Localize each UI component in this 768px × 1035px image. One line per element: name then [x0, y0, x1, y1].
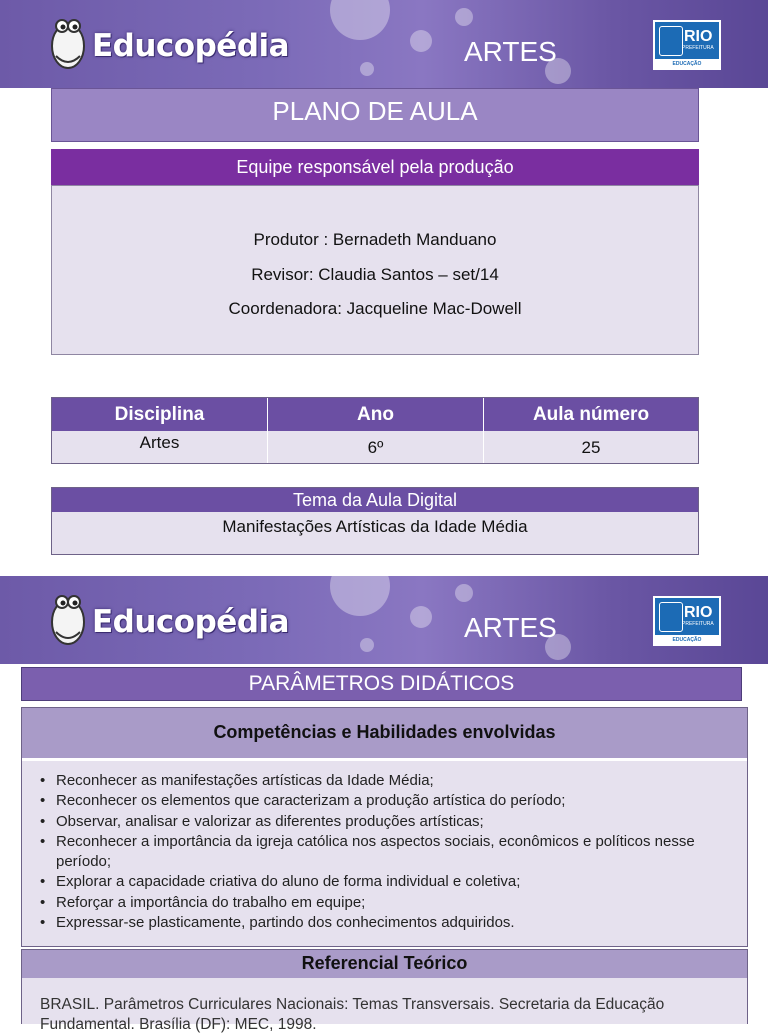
- list-item: • Explorar a capacidade criativa do aluno de forma individual e coletiva;: [36, 872, 716, 892]
- rio-logo: [653, 596, 721, 646]
- list-item: • Expressar-se plasticamente, partindo dos conhecimentos adquiridos.: [36, 913, 716, 933]
- mascot-icon: [46, 8, 90, 72]
- coordinator-line: Coordenadora: Jacqueline Mac-Dowell: [228, 299, 522, 318]
- subject-label: ARTES: [464, 36, 557, 67]
- decor-glow: [360, 638, 374, 652]
- rio-logo-sub: PREFEITURA: [682, 621, 714, 627]
- header-aula-numero: Aula número: [532, 404, 650, 425]
- header-ano: Ano: [357, 404, 394, 425]
- subject-label: ARTES: [464, 612, 557, 643]
- competencias-panel: [21, 707, 748, 947]
- banner-header: [0, 0, 768, 88]
- section-title-bar: [21, 667, 742, 701]
- rio-logo-dept: EDUCAÇÃO: [655, 635, 719, 646]
- rio-logo: [653, 20, 721, 70]
- rio-seal-icon: [659, 26, 683, 56]
- producer-line: Produtor : Bernadeth Manduano: [253, 230, 497, 249]
- header-disciplina: Disciplina: [114, 404, 205, 425]
- decor-glow: [410, 30, 432, 52]
- rio-logo-name: RIO: [684, 604, 713, 621]
- table-header-cell: [484, 398, 698, 431]
- page-title: PLANO DE AULA: [272, 96, 478, 126]
- table-cell: [484, 431, 698, 463]
- team-heading-bar: [51, 149, 699, 185]
- value-disciplina: Artes: [139, 433, 180, 452]
- decor-glow: [455, 584, 473, 602]
- section-title: PARÂMETROS DIDÁTICOS: [248, 672, 515, 695]
- divider: [22, 758, 747, 761]
- team-panel: [51, 185, 699, 355]
- team-heading: Equipe responsável pela produção: [236, 157, 514, 177]
- table-cell: [52, 431, 268, 463]
- rio-logo-sub: PREFEITURA: [682, 45, 714, 51]
- list-item: • Reforçar a importância do trabalho em equipe;: [36, 893, 716, 913]
- rio-logo-dept: EDUCAÇÃO: [655, 59, 719, 70]
- table-cell: [268, 431, 484, 463]
- reviewer-line: Revisor: Claudia Santos – set/14: [251, 265, 499, 284]
- tema-panel: [51, 487, 699, 555]
- rio-logo-name: RIO: [684, 28, 713, 45]
- mascot-icon: [46, 584, 90, 648]
- page-title-bar: [51, 88, 699, 142]
- list-item: • Reconhecer as manifestações artísticas da Idade Média;: [36, 771, 716, 791]
- value-aula-numero: 25: [581, 438, 601, 457]
- table-header-cell: [268, 398, 484, 431]
- value-ano: 6º: [367, 438, 384, 457]
- rio-seal-icon: [659, 602, 683, 632]
- info-table: [51, 397, 699, 464]
- decor-glow: [360, 62, 374, 76]
- competencias-list: [36, 771, 716, 933]
- tema-heading: Tema da Aula Digital: [52, 488, 698, 512]
- decor-glow: [330, 0, 390, 40]
- list-item: • Observar, analisar e valorizar as diferentes produções artísticas;: [36, 812, 716, 832]
- decor-glow: [455, 8, 473, 26]
- referencial-panel: [21, 949, 748, 1033]
- table-header-cell: [52, 398, 268, 431]
- referencial-heading: Referencial Teórico: [22, 950, 747, 978]
- decor-glow: [330, 556, 390, 616]
- brand-logo: Educopédia: [92, 604, 290, 640]
- referencial-text: BRASIL. Parâmetros Curriculares Nacionais: Temas Transversais. Secretaria da Educação Fundamental. Brasília (DF): MEC, 1998.: [40, 996, 665, 1033]
- list-item: • Reconhecer os elementos que caracterizam a produção artística do período;: [36, 791, 716, 811]
- list-item: • Reconhecer a importância da igreja católica nos aspectos sociais, econômicos e políticos nesse período;: [36, 832, 716, 873]
- tema-value: Manifestações Artísticas da Idade Média: [222, 517, 528, 536]
- brand-logo: Educopédia: [92, 28, 290, 64]
- competencias-heading: Competências e Habilidades envolvidas: [22, 708, 747, 758]
- banner-header: [0, 576, 768, 664]
- decor-glow: [410, 606, 432, 628]
